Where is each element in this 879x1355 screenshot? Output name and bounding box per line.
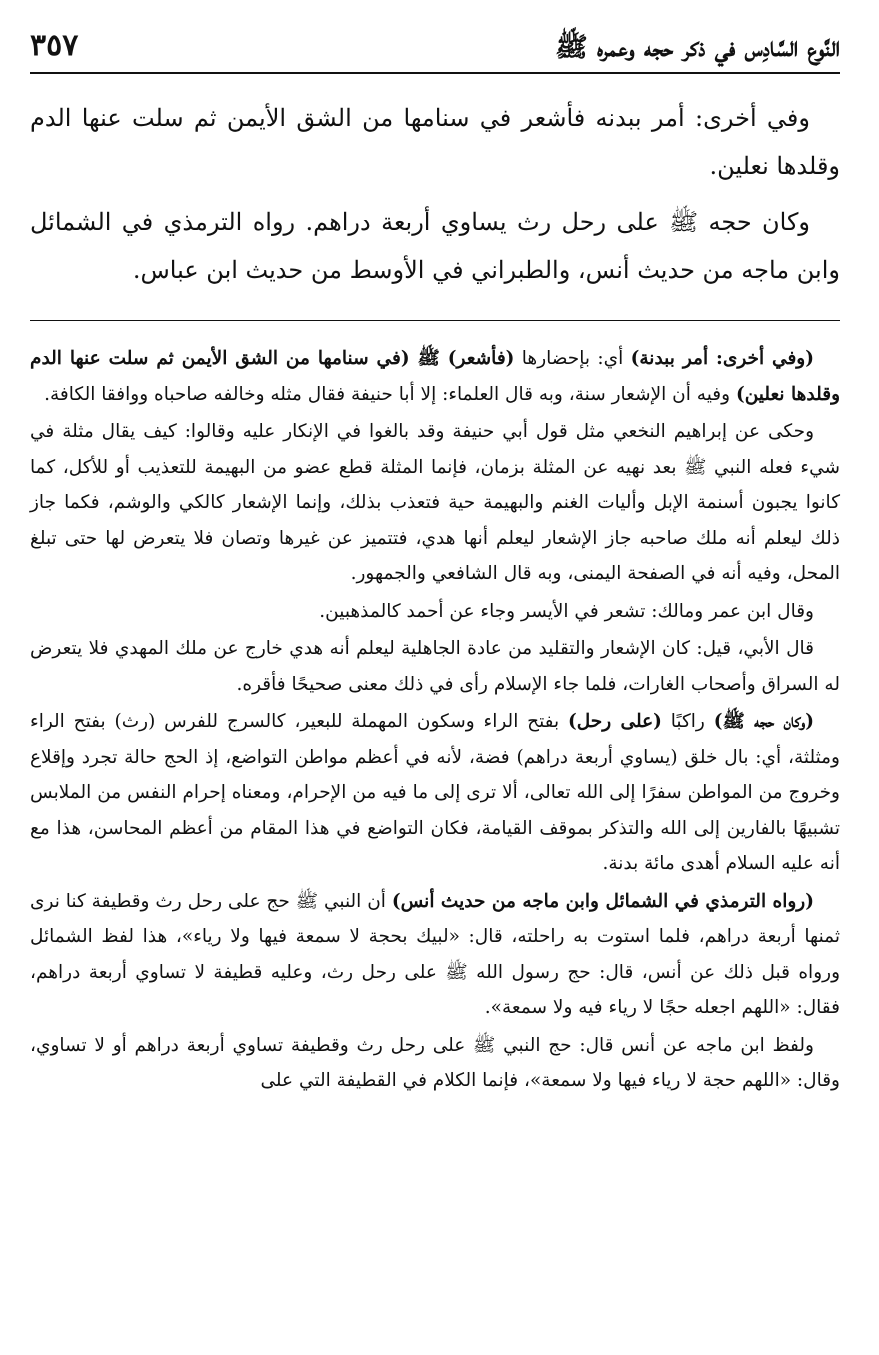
commentary-paragraph: وحكى عن إبراهيم النخعي مثل قول أبي حنيفة وقد بالغوا في الإنكار عليه وقالوا: كيف يقال مثلة في شيء فعله النبي ﷺ بعد نهيه عن المثلة بزمان، فإنما المثلة قطع عضو من البهيمة للتعذيب أو للأكل، كما كانوا يجبون أسنمة الإبل وأليات الغنم والبهيمة حية فتعذب بذلك، وإنما الإشعار كالكي والوشم، فكما جاز ذلك ليعلم أنه ملك صاحبه جاز الإشعار ليعلم أنها هدي، فتتميز عن غيرها وتصان فلا يتعرض لها حتى تبلغ المحل، وفيه أنه في الصفحة اليمنى، وبه قال الشافعي والجمهور. [30, 421, 841, 584]
running-title: النَّوع السَّادِس في ذكر حجه وعمره ﷺ [555, 32, 840, 63]
main-paragraph: وفي أخرى: أمر ببدنه فأشعر في سنامها من الشق الأيمن ثم سلت عنها الدم وقلدها نعلين. [30, 104, 840, 180]
quoted-lemma: (وفي أخرى: أمر ببدنة) [630, 348, 814, 369]
main-paragraph: وكان حجه ﷺ على رحل رث يساوي أربعة دراهم. رواه الترمذي في الشمائل وابن ماجه من حديث أنس، والطبراني في الأوسط من حديث ابن عباس. [30, 208, 840, 284]
page-header [30, 20, 840, 74]
footnote-divider [30, 320, 840, 321]
commentary-paragraph: قال الأبي، قيل: كان الإشعار والتقليد من عادة الجاهلية ليعلم أنه هدي خارج عن ملك المهدي فلا يتعرض له السراق وأصحاب الغارات، فلما جاء الإسلام رأى في ذلك معنى صحيحًا فأقره. [30, 638, 840, 695]
commentary [30, 341, 840, 1099]
commentary-paragraph: (وكان حجه ﷺ) راكبًا (على رحل) بفتح الراء وسكون المهملة للبعير، كالسرج للفرس (رث) بفتح الراء ومثلثة، أي: بال خلق (يساوي أربعة دراهم) فضة، لأنه في أعظم مواطن التواضع، إذ الحج حالة تجرد وإقلاع وخروج من المواطن سفرًا إلى الله تعالى، ألا ترى إلى ما فيه من الإحرام، ومعناه إحرام النفس من الملابس تشبيهًا بالفارين إلى الله والتذكر بموقف القيامة، فكان التواضع في هذا المقام من أعظم المحاسن، هذا مع أنه عليه السلام أهدى مائة بدنة. [30, 711, 840, 874]
quoted-lemma: (على رحل) [568, 711, 662, 732]
main-text [30, 94, 840, 294]
commentary-paragraph: ولفظ ابن ماجه عن أنس قال: حج النبي ﷺ على رحل رث وقطيفة تساوي أربعة دراهم أو لا تساوي، وقال: «اللهم حجة لا رياء فيها ولا سمعة»، فإنما الكلام في القطيفة التي على [30, 1034, 840, 1091]
book-page [30, 20, 840, 1340]
page-number: ٣٥٧ [30, 28, 79, 63]
commentary-paragraph: (رواه الترمذي في الشمائل وابن ماجه من حديث أنس) أن النبي ﷺ حج على رحل رث وقطيفة كنا نرى ثمنها أربعة دراهم، فلما استوت به راحلته، قال: «لبيك بحجة لا سمعة فيها ولا رياء»، هذا لفظ الشمائل ورواه قبل ذلك عن أنس، قال: حج رسول الله ﷺ على رحل رث، وعليه قطيفة لا تساوي أربعة دراهم، فقال: «اللهم اجعله حجًا لا رياء فيه ولا سمعة». [30, 890, 840, 1018]
quoted-lemma: (رواه الترمذي في الشمائل وابن ماجه من حديث أنس) [391, 890, 814, 912]
commentary-paragraph: وقال ابن عمر ومالك: تشعر في الأيسر وجاء عن أحمد كالمذهبين. [319, 600, 814, 622]
commentary-paragraph: (وفي أخرى: أمر ببدنة) أي: بإحضارها (فأشعر) ﷺ (في سنامها من الشق الأيمن ثم سلت عنها الدم وقلدها نعلين) وفيه أن الإشعار سنة، وبه قال العلماء: إلا أبا حنيفة فقال مثله وخالفه صاحباه ووافقا الكافة. [30, 348, 840, 405]
quoted-lemma: (وكان حجه ﷺ) [713, 711, 814, 732]
quoted-lemma: (فأشعر) ﷺ (في سنامها من الشق الأيمن ثم سلت عنها الدم وقلدها نعلين) [30, 348, 840, 405]
